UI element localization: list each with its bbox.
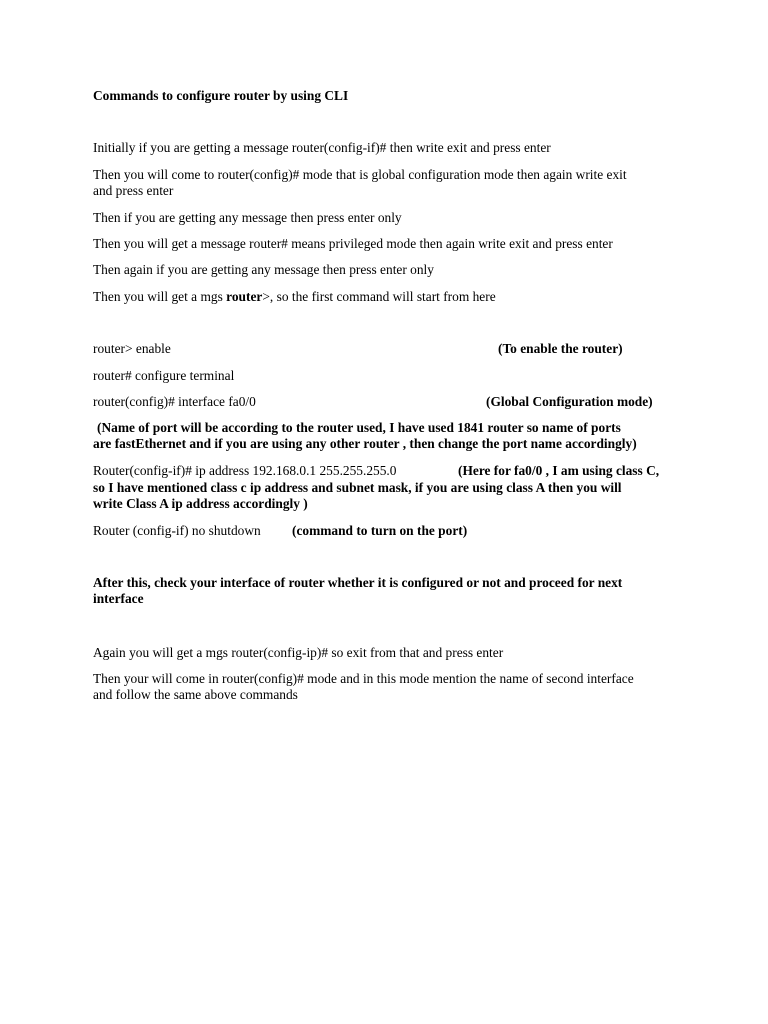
- note-enable: (To enable the router): [498, 341, 623, 356]
- paragraph-first-command-bold: router: [226, 289, 263, 304]
- command-no-shutdown: Router (config-if) no shutdown: [93, 523, 261, 538]
- note-ip-address-line3: write Class A ip address accordingly ): [93, 496, 308, 511]
- paragraph-second-interface-line1: Then your will come in router(config)# mode and in this mode mention the name of second interface: [93, 671, 634, 686]
- paragraph-first-command-post: >, so the first command will start from here: [262, 289, 496, 304]
- paragraph-privileged-mode: Then you will get a message router# means privileged mode then again write exit and press enter: [93, 236, 613, 251]
- note-interface: (Global Configuration mode): [486, 394, 653, 409]
- paragraph-press-enter-again: Then again if you are getting any message then press enter only: [93, 262, 434, 277]
- command-interface: router(config)# interface fa0/0: [93, 394, 256, 409]
- document-title: Commands to configure router by using CLI: [93, 88, 349, 103]
- paragraph-press-enter-only: Then if you are getting any message then press enter only: [93, 210, 402, 225]
- paragraph-global-config-line1: Then you will come to router(config)# mode that is global configuration mode then again write exit: [93, 167, 627, 182]
- paragraph-again-exit: Again you will get a mgs router(config-ip)# so exit from that and press enter: [93, 645, 504, 660]
- note-port-name-line1: (Name of port will be according to the router used, I have used 1841 router so name of ports: [97, 420, 621, 435]
- paragraph-check-interface-line1: After this, check your interface of router whether it is configured or not and proceed for next: [93, 575, 623, 590]
- paragraph-second-interface-line2: and follow the same above commands: [93, 687, 298, 702]
- note-ip-address-line2: so I have mentioned class c ip address and subnet mask, if you are using class A then you will: [93, 480, 622, 495]
- command-configure-terminal: router# configure terminal: [93, 368, 235, 383]
- note-no-shutdown: (command to turn on the port): [292, 523, 468, 538]
- paragraph-first-command: [93, 289, 496, 305]
- paragraph-config-if-message: Initially if you are getting a message router(config-if)# then write exit and press enter: [93, 140, 551, 155]
- paragraph-check-interface-line2: interface: [93, 591, 144, 606]
- note-ip-address-line1: (Here for fa0/0 , I am using class C,: [458, 463, 660, 478]
- command-enable: router> enable: [93, 341, 171, 356]
- command-ip-address: Router(config-if)# ip address 192.168.0.1 255.255.255.0: [93, 463, 397, 478]
- paragraph-global-config-line2: and press enter: [93, 183, 174, 198]
- paragraph-first-command-pre: Then you will get a mgs: [93, 289, 227, 304]
- note-port-name-line2: are fastEthernet and if you are using any other router , then change the port name accordingly): [93, 436, 637, 451]
